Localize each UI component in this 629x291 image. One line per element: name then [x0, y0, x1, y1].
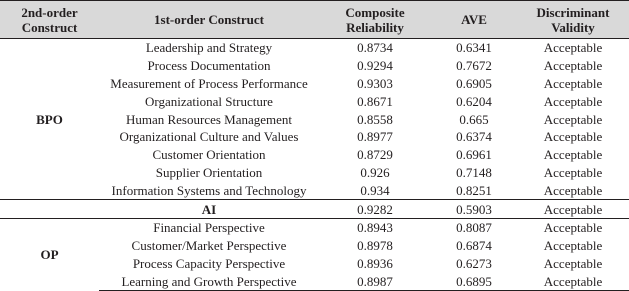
- header-cr-line1: Composite: [345, 4, 405, 20]
- dv-cell: Acceptable: [517, 200, 629, 219]
- ave-cell: 0.665: [459, 111, 489, 127]
- ave-cell: 0.5903: [431, 200, 517, 219]
- construct-cell: Organizational Structure: [145, 93, 273, 109]
- dv-cell: Acceptable: [543, 129, 603, 145]
- construct-cell: Supplier Orientation: [155, 164, 263, 180]
- ave-cell: 0.8251: [456, 182, 492, 198]
- dv-cell: Acceptable: [543, 182, 603, 198]
- header-composite-reliability: [319, 1, 431, 39]
- header-second-order-line1: 2nd-order: [21, 4, 78, 20]
- construct-cell: Customer Orientation: [152, 147, 266, 163]
- dv-cell: Acceptable: [543, 40, 603, 56]
- header-discriminant-validity: [517, 1, 629, 39]
- ave-cell: 0.6374: [456, 129, 492, 145]
- dv-cell: Acceptable: [543, 255, 603, 271]
- header-cr-line2: Reliability: [346, 19, 404, 35]
- header-dv-line2: Validity: [551, 19, 595, 35]
- dv-cell: Acceptable: [543, 147, 603, 163]
- ave-cell: 0.7672: [456, 58, 492, 74]
- construct-cell: Information Systems and Technology: [111, 182, 307, 198]
- table-row: [0, 39, 629, 57]
- dv-cell: Acceptable: [543, 220, 603, 236]
- dv-cell: Acceptable: [543, 238, 603, 254]
- group-label-ai: AI: [99, 200, 319, 219]
- cr-cell: 0.926: [360, 164, 390, 180]
- header-ave: AVE: [431, 1, 517, 39]
- header-row: [0, 1, 629, 39]
- construct-cell: Process Documentation: [147, 58, 271, 74]
- cr-cell: 0.9282: [319, 200, 431, 219]
- cr-cell: 0.8936: [357, 255, 393, 271]
- cr-cell: 0.8943: [357, 220, 393, 236]
- ave-cell: 0.6874: [456, 238, 492, 254]
- ave-cell: 0.6895: [431, 272, 517, 290]
- cr-cell: 0.9294: [357, 58, 393, 74]
- cr-cell: 0.8977: [357, 129, 393, 145]
- cr-cell: 0.8734: [357, 40, 393, 56]
- cr-cell: 0.8978: [357, 238, 393, 254]
- group-label-ai-empty: [0, 200, 99, 219]
- header-second-order-construct: [0, 1, 99, 39]
- cr-cell: 0.9303: [357, 75, 393, 91]
- dv-cell: Acceptable: [543, 164, 603, 180]
- table-row-ai: [0, 200, 629, 219]
- dv-cell: Acceptable: [543, 75, 603, 91]
- construct-cell: Process Capacity Perspective: [132, 255, 286, 271]
- ave-cell: 0.6273: [456, 255, 492, 271]
- construct-cell: Customer/Market Perspective: [131, 238, 287, 254]
- cr-cell: 0.8558: [357, 111, 393, 127]
- dv-cell: Acceptable: [543, 58, 603, 74]
- dv-cell: Acceptable: [517, 272, 629, 290]
- construct-cell: Learning and Growth Perspective: [99, 272, 319, 290]
- header-dv-line1: Discriminant: [536, 4, 610, 20]
- dv-cell: Acceptable: [543, 93, 603, 109]
- cr-cell: 0.8987: [319, 272, 431, 290]
- cr-cell: 0.934: [360, 182, 390, 198]
- construct-cell: Organizational Culture and Values: [119, 129, 299, 145]
- cr-cell: 0.8671: [357, 93, 393, 109]
- construct-cell: Leadership and Strategy: [145, 40, 273, 56]
- header-second-order-line2: Construct: [21, 19, 78, 35]
- construct-cell: Human Resources Management: [125, 111, 293, 127]
- construct-cell: Measurement of Process Performance: [110, 75, 308, 91]
- cr-cell: 0.8729: [357, 147, 393, 163]
- group-label-bpo: BPO: [36, 111, 63, 127]
- ave-cell: 0.6905: [456, 75, 492, 91]
- ave-cell: 0.6961: [456, 147, 492, 163]
- group-label-op: OP: [40, 247, 59, 263]
- ave-cell: 0.8087: [456, 220, 492, 236]
- ave-cell: 0.6341: [456, 40, 492, 56]
- header-first-order-construct: 1st-order Construct: [99, 1, 319, 39]
- ave-cell: 0.7148: [456, 164, 492, 180]
- ave-cell: 0.6204: [456, 93, 492, 109]
- dv-cell: Acceptable: [543, 111, 603, 127]
- construct-cell: Financial Perspective: [153, 220, 265, 236]
- table-row: [0, 218, 629, 236]
